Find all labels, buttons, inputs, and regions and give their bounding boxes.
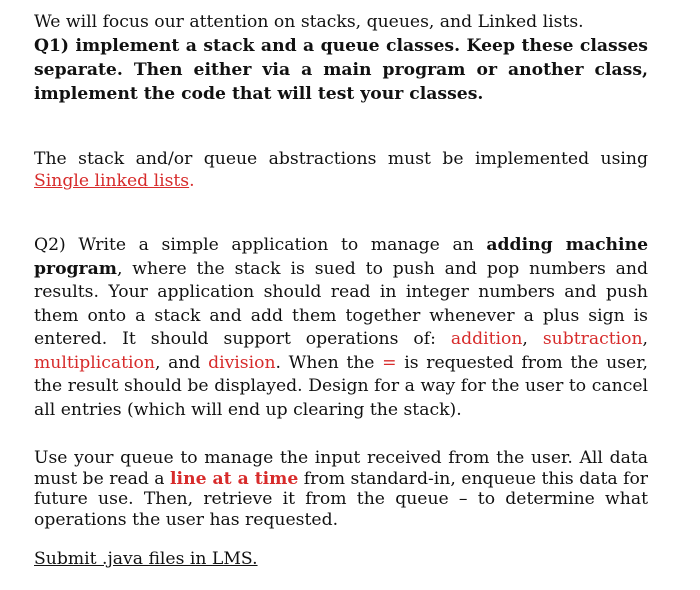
question-2 <box>34 234 648 422</box>
equals-sign: = <box>382 352 397 373</box>
op-addition: addition <box>450 329 523 349</box>
question-1: Q1) implement a stack and a queue classes. Keep these classes separate. Then either via a main program or another class, implement the code that will test your classes. <box>34 36 648 104</box>
adding-machine-term: adding machine program <box>34 235 648 279</box>
queue-note <box>34 448 648 530</box>
q2-sep-2: , <box>642 329 648 349</box>
q2-sep-3: , and <box>154 352 209 373</box>
q2-text-4: is requested from the user, the result should be displayed. Design for a way for the user to cancel all entries (which will end up clearing the stack). <box>34 352 648 420</box>
assignment-document <box>34 10 648 570</box>
submit-instruction: Submit .java files in LMS. <box>34 549 258 569</box>
queue-note-text-2: from standard-in, enqueue this data for future use. Then, retrieve it from the queue – to determine what operations the user has requested. <box>34 468 649 530</box>
stack-note <box>34 148 648 192</box>
op-subtraction: subtraction <box>542 329 643 349</box>
q2-sep-1: , <box>522 329 543 349</box>
op-division: division <box>208 352 276 373</box>
stack-note-period: . <box>189 171 195 191</box>
stack-note-text: The stack and/or queue abstractions must be implemented using <box>34 149 648 169</box>
queue-note-text-1: Use your queue to manage the input received from the user. All data must be read a <box>34 448 648 489</box>
q2-text-1: Q2) Write a simple application to manage an <box>34 235 487 255</box>
line-at-a-time-term: line at a time <box>170 468 299 489</box>
op-multiplication: multiplication <box>34 352 155 373</box>
q2-text-3: . When the <box>275 352 383 373</box>
single-linked-lists-link[interactable]: Single linked lists <box>34 171 190 191</box>
intro-text: We will focus our attention on stacks, queues, and Linked lists. <box>34 12 584 32</box>
q2-text-2: , where the stack is sued to push and pop numbers and results. Your application should read in integer numbers and push them onto a stack and add them together whenever a plus sign is entered. It should support operations of: <box>34 258 648 349</box>
